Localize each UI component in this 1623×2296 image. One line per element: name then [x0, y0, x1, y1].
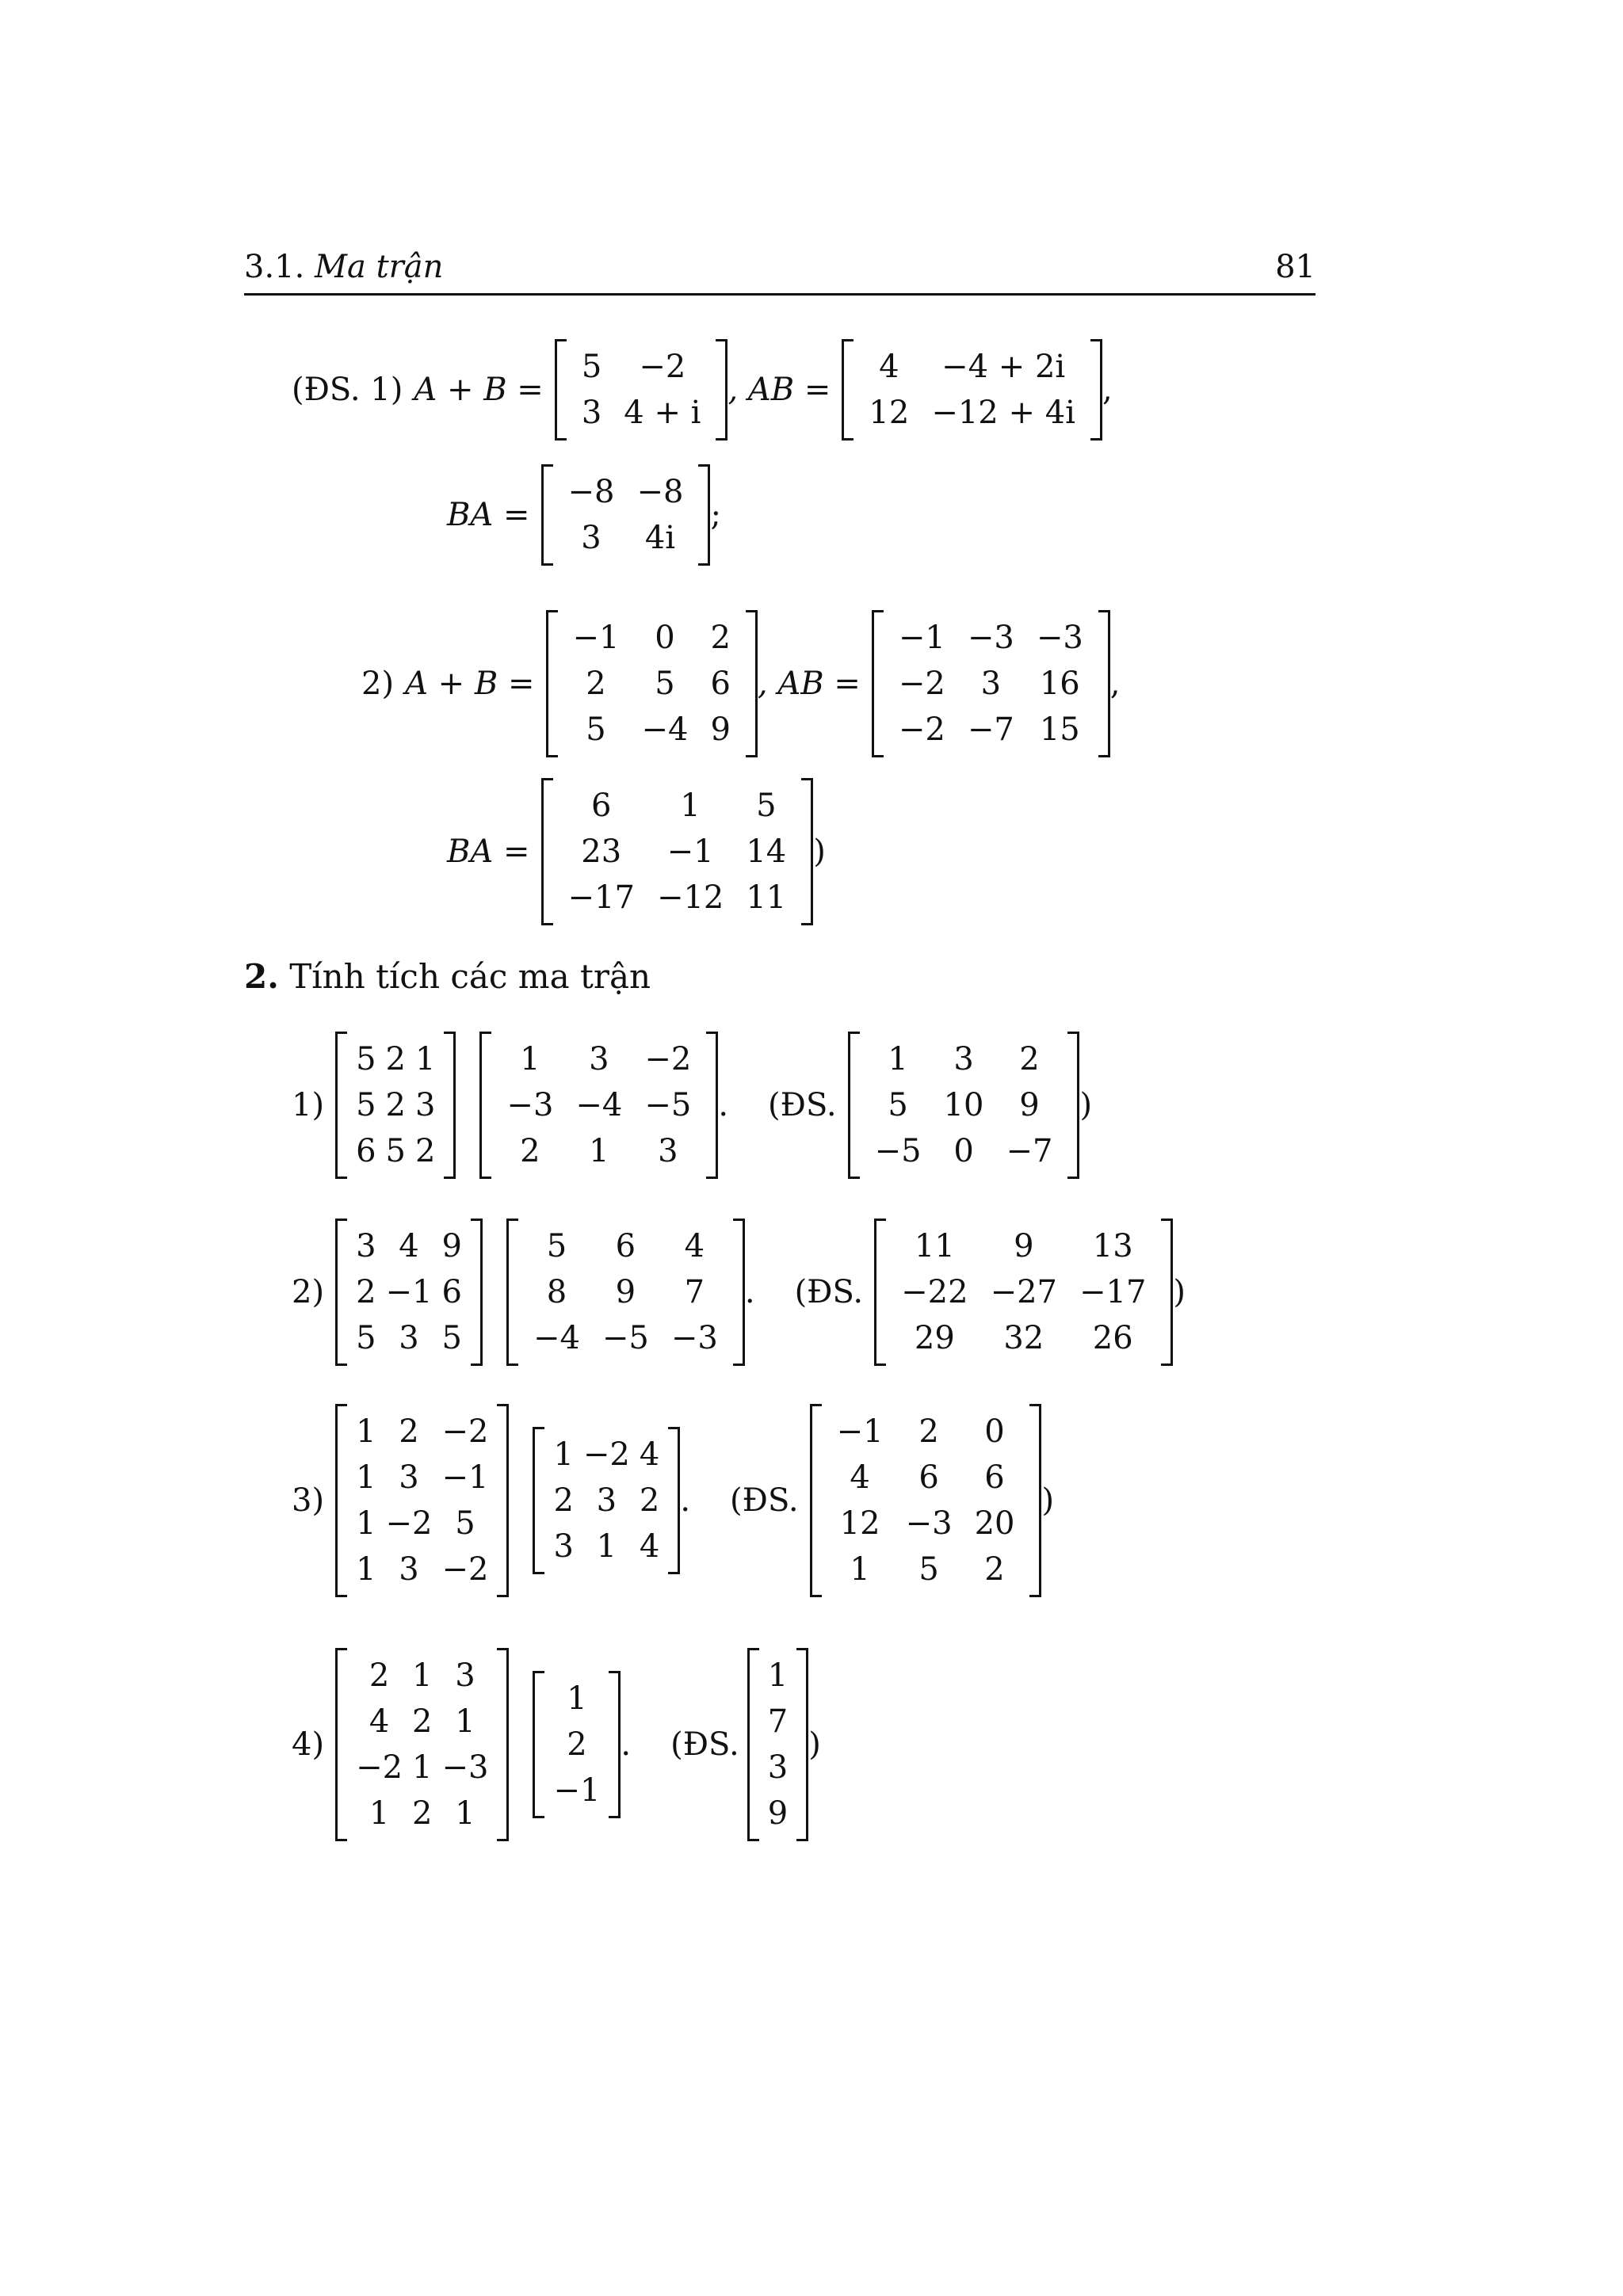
- matrix-cell: 1: [369, 1795, 390, 1832]
- matrix-row: [888, 615, 1094, 661]
- matrix-row: [351, 1315, 467, 1361]
- matrix-row: [763, 1699, 792, 1745]
- matrix-cell: 3: [953, 1041, 974, 1077]
- matrix-cell: −2: [898, 666, 945, 702]
- matrix-cell: −2: [898, 711, 945, 748]
- matrix-row: [763, 1791, 792, 1836]
- matrix-row: [557, 469, 695, 515]
- matrix-cell: 1: [553, 1436, 574, 1473]
- matrix-cell: 1: [412, 1657, 433, 1694]
- matrix-row: [864, 1128, 1064, 1174]
- matrix-cell: 3: [581, 395, 602, 431]
- matrix-cell: 12: [869, 395, 910, 431]
- matrix-row: [351, 1455, 493, 1501]
- matrix-cell: 9: [1019, 1087, 1040, 1123]
- matrix-left: [335, 1219, 483, 1366]
- matrix-cell: 3: [596, 1482, 617, 1519]
- matrix-row: [522, 1223, 729, 1269]
- item-label: 4): [292, 1726, 325, 1763]
- matrix-cell: 2: [385, 1041, 406, 1077]
- matrix-row: [495, 1128, 702, 1174]
- matrix-cell: −4: [641, 711, 689, 748]
- matrix-cell: 29: [914, 1320, 955, 1356]
- matrix-cell: −1: [666, 833, 714, 870]
- matrix-row: [351, 1128, 440, 1174]
- matrix-cell: −5: [874, 1133, 922, 1169]
- matrix-cell: 5: [385, 1133, 406, 1169]
- answer-2-line-2: [447, 778, 826, 925]
- matrix-cell: 10: [943, 1087, 984, 1123]
- matrix-cell: 7: [684, 1274, 705, 1310]
- matrix-cell: 12: [839, 1505, 880, 1542]
- matrix-row: [522, 1269, 729, 1315]
- matrix-cell: 3: [399, 1320, 419, 1356]
- matrix-cell: −12 + 4i: [931, 395, 1075, 431]
- matrix-cell: 9: [710, 711, 731, 748]
- matrix-cell: 2: [399, 1413, 419, 1450]
- matrix-cell: 2: [369, 1657, 390, 1694]
- matrix-cell: 5: [586, 711, 606, 748]
- matrix-cell: 5: [356, 1041, 376, 1077]
- matrix-cell: 4: [879, 349, 899, 385]
- matrix-cell: 5: [455, 1505, 475, 1542]
- matrix-right: [506, 1219, 745, 1366]
- matrix-right: [479, 1032, 718, 1179]
- matrix-cell: −3: [506, 1087, 554, 1123]
- period: .: [718, 1087, 729, 1123]
- matrix-cell: 9: [767, 1795, 789, 1832]
- matrix-cell: −3: [441, 1749, 489, 1786]
- matrix-answer: [747, 1648, 808, 1841]
- answer-1-line-2: [447, 464, 721, 566]
- matrix-cell: 2: [710, 620, 731, 656]
- matrix-row: [571, 390, 712, 436]
- answer-prefix: (ĐS. 1): [292, 372, 403, 408]
- matrix-cell: −4 + 2i: [941, 349, 1066, 385]
- answer-label: (ĐS.: [768, 1087, 837, 1123]
- matrix-cell: −3: [670, 1320, 718, 1356]
- matrix-row: [495, 1082, 702, 1128]
- close-paren: ): [808, 1726, 821, 1763]
- matrix-cell: 4: [639, 1436, 660, 1473]
- matrix-cell: 1: [356, 1551, 376, 1588]
- matrix-cell: 9: [441, 1228, 462, 1264]
- matrix-cell: −7: [1006, 1133, 1053, 1169]
- matrix-cell: −8: [567, 474, 615, 510]
- matrix-cell: 1: [888, 1041, 908, 1077]
- sum-lhs: A + B =: [414, 372, 544, 408]
- matrix-cell: 1: [455, 1703, 475, 1740]
- matrix-cell: 1: [356, 1459, 376, 1496]
- matrix-row: [888, 707, 1094, 753]
- matrix-row: [351, 1745, 493, 1791]
- matrix-cell: 2: [586, 666, 606, 702]
- matrix-cell: 0: [655, 620, 675, 656]
- matrix-row: [548, 1722, 605, 1768]
- matrix-cell: 1: [767, 1657, 789, 1694]
- close-paren: ): [1173, 1274, 1186, 1310]
- matrix-row: [351, 1082, 440, 1128]
- matrix-row: [548, 1768, 605, 1814]
- matrix-answer: [874, 1219, 1173, 1366]
- matrix-cell: 4i: [644, 520, 676, 556]
- exercise-title: Tính tích các ma trận: [289, 957, 651, 996]
- matrix-cell: 3: [399, 1551, 419, 1588]
- matrix-cell: 6: [984, 1459, 1005, 1496]
- matrix-cell: 1: [596, 1528, 617, 1565]
- matrix-cell: 3: [399, 1459, 419, 1496]
- matrix-cell: −2: [639, 349, 686, 385]
- matrix-cell: 16: [1039, 666, 1080, 702]
- matrix-cell: −1: [898, 620, 945, 656]
- exercise-item-4: [292, 1648, 821, 1841]
- section-title: Ma trận: [315, 249, 444, 285]
- matrix-cell: −27: [990, 1274, 1057, 1310]
- matrix-cell: 5: [581, 349, 602, 385]
- matrix-cell: 3: [414, 1087, 436, 1123]
- matrix-cell: 32: [1003, 1320, 1044, 1356]
- matrix-cell: 9: [1014, 1228, 1034, 1264]
- matrix-cell: −1: [385, 1274, 433, 1310]
- matrix-cell: −2: [582, 1436, 630, 1473]
- matrix-cell: 15: [1039, 711, 1080, 748]
- matrix-cell: 2: [412, 1703, 433, 1740]
- matrix-cell: 1: [414, 1041, 436, 1077]
- matrix-row: [857, 390, 1086, 436]
- matrix-cell: −7: [967, 711, 1014, 748]
- matrix-left: [335, 1404, 509, 1597]
- matrix-cell: 5: [546, 1228, 567, 1264]
- item-label: 1): [292, 1087, 325, 1123]
- matrix-a2-ab: [872, 610, 1110, 757]
- comma-2: ,: [1109, 666, 1121, 702]
- matrix-cell: 2: [918, 1413, 939, 1450]
- matrix-cell: 2: [639, 1482, 660, 1519]
- matrix-cell: 11: [746, 879, 787, 916]
- matrix-row: [495, 1036, 702, 1082]
- matrix-a1-ba: [541, 464, 711, 566]
- matrix-cell: 3: [980, 666, 1002, 702]
- matrix-row: [548, 1478, 664, 1524]
- semicolon: ;: [710, 497, 721, 533]
- matrix-cell: 1: [589, 1133, 609, 1169]
- matrix-cell: 6: [918, 1459, 939, 1496]
- matrix-row: [351, 1699, 493, 1745]
- exercise-heading: [244, 957, 651, 996]
- exercise-item-2: [292, 1219, 1186, 1366]
- matrix-row: [351, 1791, 493, 1836]
- matrix-row: [351, 1547, 493, 1592]
- matrix-cell: 1: [412, 1749, 433, 1786]
- matrix-row: [562, 615, 742, 661]
- matrix-cell: 6: [615, 1228, 636, 1264]
- matrix-cell: 2: [553, 1482, 574, 1519]
- close-paren: ): [813, 833, 826, 870]
- matrix-row: [826, 1501, 1026, 1547]
- matrix-cell: 8: [546, 1274, 567, 1310]
- matrix-cell: −1: [553, 1772, 601, 1809]
- ab-lhs-2: , AB =: [757, 666, 861, 702]
- matrix-cell: 7: [767, 1703, 789, 1740]
- matrix-right: [533, 1671, 621, 1818]
- matrix-cell: 1: [567, 1680, 587, 1717]
- matrix-row: [557, 515, 695, 561]
- matrix-cell: 1: [356, 1505, 376, 1542]
- answer-label: (ĐS.: [730, 1482, 799, 1519]
- matrix-cell: −4: [533, 1320, 580, 1356]
- matrix-cell: 0: [953, 1133, 974, 1169]
- matrix-cell: 2: [520, 1133, 540, 1169]
- matrix-cell: −12: [656, 879, 724, 916]
- matrix-cell: 23: [581, 833, 622, 870]
- matrix-row: [351, 1223, 467, 1269]
- matrix-row: [763, 1653, 792, 1699]
- ba-lhs-2: BA =: [447, 833, 530, 870]
- item-label: 3): [292, 1482, 325, 1519]
- matrix-cell: 2: [567, 1726, 587, 1763]
- matrix-row: [351, 1036, 440, 1082]
- matrix-row: [826, 1455, 1026, 1501]
- matrix-cell: 14: [746, 833, 787, 870]
- matrix-cell: 5: [756, 788, 777, 824]
- matrix-cell: −3: [1036, 620, 1083, 656]
- close-paren: ): [1041, 1482, 1055, 1519]
- ab-lhs: , AB =: [727, 372, 831, 408]
- matrix-cell: −5: [644, 1087, 692, 1123]
- matrix-cell: 1: [356, 1413, 376, 1450]
- matrix-cell: −4: [575, 1087, 623, 1123]
- matrix-row: [857, 344, 1086, 390]
- matrix-cell: −17: [567, 879, 635, 916]
- matrix-cell: 2: [984, 1551, 1005, 1588]
- matrix-cell: 2: [414, 1133, 436, 1169]
- matrix-row: [351, 1501, 493, 1547]
- matrix-cell: −3: [967, 620, 1014, 656]
- matrix-cell: 1: [850, 1551, 870, 1588]
- matrix-cell: 13: [1092, 1228, 1133, 1264]
- matrix-row: [571, 344, 712, 390]
- matrix-row: [557, 829, 798, 875]
- matrix-cell: 4: [639, 1528, 660, 1565]
- matrix-row: [890, 1269, 1157, 1315]
- matrix-cell: 4 + i: [624, 395, 701, 431]
- matrix-cell: −2: [644, 1041, 692, 1077]
- matrix-row: [562, 707, 742, 753]
- matrix-cell: 4: [850, 1459, 870, 1496]
- part-2-label: 2): [361, 666, 395, 702]
- sum-lhs-2: A + B =: [405, 666, 535, 702]
- exercise-item-3: [292, 1404, 1054, 1597]
- period: .: [744, 1274, 755, 1310]
- close-paren: ): [1079, 1087, 1093, 1123]
- matrix-cell: 2: [356, 1274, 376, 1310]
- matrix-cell: 3: [553, 1528, 574, 1565]
- answer-1-line-1: [292, 339, 1113, 441]
- ba-lhs: BA =: [447, 497, 530, 533]
- matrix-cell: 1: [520, 1041, 540, 1077]
- matrix-row: [826, 1547, 1026, 1592]
- matrix-a2-ba: [541, 778, 814, 925]
- matrix-row: [351, 1409, 493, 1455]
- page-number: 81: [1275, 249, 1316, 285]
- page-header: [244, 246, 1316, 296]
- item-label: 2): [292, 1274, 325, 1310]
- matrix-row: [548, 1432, 664, 1478]
- matrix-left: [335, 1648, 509, 1841]
- matrix-cell: −8: [636, 474, 684, 510]
- matrix-cell: 2: [1019, 1041, 1040, 1077]
- matrix-cell: 5: [356, 1320, 376, 1356]
- period: .: [680, 1482, 691, 1519]
- matrix-cell: 3: [589, 1041, 609, 1077]
- matrix-cell: 6: [710, 666, 731, 702]
- matrix-cell: 0: [984, 1413, 1005, 1450]
- matrix-cell: −2: [441, 1551, 489, 1588]
- matrix-a1-ab: [842, 339, 1102, 441]
- matrix-cell: 4: [684, 1228, 705, 1264]
- matrix-right: [533, 1427, 680, 1574]
- matrix-answer: [848, 1032, 1080, 1179]
- comma: ,: [1102, 372, 1113, 408]
- matrix-cell: −17: [1079, 1274, 1147, 1310]
- matrix-row: [522, 1315, 729, 1361]
- matrix-cell: 3: [455, 1657, 475, 1694]
- matrix-cell: −1: [836, 1413, 884, 1450]
- matrix-cell: −3: [905, 1505, 953, 1542]
- period: .: [621, 1726, 632, 1763]
- matrix-cell: 5: [356, 1087, 376, 1123]
- matrix-cell: 11: [914, 1228, 955, 1264]
- exercise-number: 2.: [244, 957, 279, 996]
- matrix-cell: 3: [356, 1228, 376, 1264]
- matrix-cell: 26: [1092, 1320, 1133, 1356]
- exercise-item-1: [292, 1032, 1092, 1179]
- matrix-cell: −5: [601, 1320, 649, 1356]
- matrix-cell: 4: [399, 1228, 419, 1264]
- matrix-cell: 5: [441, 1320, 462, 1356]
- answer-label: (ĐS.: [794, 1274, 864, 1310]
- matrix-cell: 3: [658, 1133, 678, 1169]
- matrix-cell: 20: [974, 1505, 1015, 1542]
- matrix-cell: 6: [356, 1133, 376, 1169]
- matrix-cell: −2: [385, 1505, 433, 1542]
- answer-2-line-1: [361, 610, 1121, 757]
- section-heading: [244, 249, 443, 285]
- matrix-row: [351, 1653, 493, 1699]
- matrix-cell: −1: [441, 1459, 489, 1496]
- matrix-cell: 1: [455, 1795, 475, 1832]
- matrix-row: [562, 661, 742, 707]
- matrix-cell: −2: [356, 1749, 403, 1786]
- answer-label: (ĐS.: [670, 1726, 739, 1763]
- matrix-cell: 2: [412, 1795, 433, 1832]
- matrix-row: [890, 1223, 1157, 1269]
- matrix-cell: 5: [918, 1551, 939, 1588]
- matrix-a2-sum: [546, 610, 758, 757]
- matrix-cell: −22: [901, 1274, 968, 1310]
- matrix-row: [557, 875, 798, 921]
- matrix-cell: 3: [581, 520, 601, 556]
- matrix-cell: 1: [680, 788, 701, 824]
- matrix-row: [864, 1036, 1064, 1082]
- matrix-cell: 5: [888, 1087, 908, 1123]
- matrix-cell: 6: [591, 788, 612, 824]
- matrix-row: [548, 1676, 605, 1722]
- matrix-cell: −1: [572, 620, 620, 656]
- matrix-cell: 9: [615, 1274, 636, 1310]
- matrix-cell: 6: [441, 1274, 462, 1310]
- matrix-cell: 2: [385, 1087, 406, 1123]
- matrix-left: [335, 1032, 456, 1179]
- matrix-a1-sum: [555, 339, 728, 441]
- matrix-row: [864, 1082, 1064, 1128]
- matrix-row: [826, 1409, 1026, 1455]
- matrix-cell: 4: [369, 1703, 390, 1740]
- matrix-cell: −2: [441, 1413, 489, 1450]
- matrix-answer: [810, 1404, 1042, 1597]
- section-number: 3.1.: [244, 249, 305, 285]
- matrix-row: [548, 1524, 664, 1569]
- matrix-row: [888, 661, 1094, 707]
- matrix-row: [557, 783, 798, 829]
- matrix-row: [351, 1269, 467, 1315]
- matrix-cell: 5: [655, 666, 675, 702]
- matrix-row: [763, 1745, 792, 1791]
- matrix-cell: 3: [767, 1749, 789, 1786]
- matrix-row: [890, 1315, 1157, 1361]
